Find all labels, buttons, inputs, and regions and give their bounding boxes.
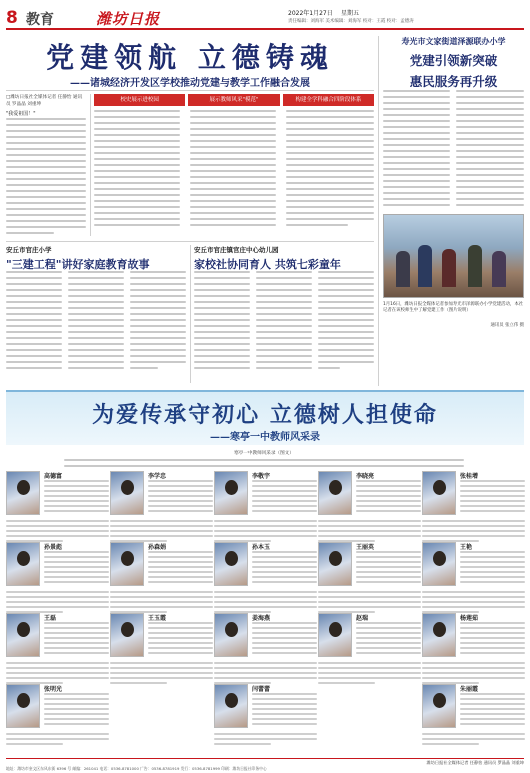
lead-subhead: ——诸城经济开发区学校推动党建与教学工作融合发展 [70,78,310,89]
teacher-photo [6,542,40,586]
teacher-card [6,613,109,690]
lead-divider-1 [90,94,91,236]
teacher-card [318,542,421,619]
teacher-name: 李敬宇 [252,473,271,480]
teacher-name: 王艳 [460,544,473,551]
teacher-card [422,542,525,619]
column-divider [378,36,379,386]
teacher-name: 李学忠 [148,473,167,480]
teacher-card [318,613,421,690]
right-subhead-2: 惠民服务再升级 [409,74,498,89]
teacher-card [6,471,109,548]
feature-intro [64,450,464,471]
teacher-photo [110,471,144,515]
lead-story [6,36,374,239]
teacher-photo [6,684,40,728]
right-subhead-1: 党建引领新突破 [409,53,498,68]
mid-right-kicker: 安丘市官庄镇官庄中心幼儿园 [194,246,279,254]
teacher-name: 王磊 [44,615,57,622]
teacher-card [214,542,317,619]
mid-left-kicker: 安丘市官庄小学 [6,246,52,254]
teacher-name: 李晓亮 [356,473,375,480]
teacher-card [110,542,213,619]
teacher-name: 闫蕾蕾 [252,686,271,693]
teacher-photo [6,613,40,657]
teacher-photo [110,542,144,586]
teacher-name: 王玉霞 [148,615,167,622]
teacher-photo [318,471,352,515]
mid-right-story [194,245,374,385]
right-story [383,36,524,386]
lead-col-2 [94,94,374,106]
right-photo-credit: 通讯员 张立伟 摄 [490,323,524,328]
lead-badge-bar [94,94,374,106]
teacher-photo [214,613,248,657]
teacher-card [318,471,421,548]
lead-rule [6,90,374,91]
teacher-name: 杨莲茹 [460,615,479,622]
teacher-name: 孙森娟 [148,544,167,551]
teacher-photo [214,542,248,586]
teacher-name: 朱丽霞 [460,686,479,693]
teacher-card [422,471,525,548]
feature-intro-text: 寒亭一中教师风采录（图文） [234,451,294,456]
teacher-photo [422,613,456,657]
teacher-name: 张桂增 [460,473,479,480]
issue-weekday: 星期五 [341,10,360,17]
teacher-card [214,684,317,761]
right-headline: 寿光市文家街道泽源联办小学 [401,37,506,46]
teacher-photo [422,471,456,515]
right-photo-caption: 1月16日，潍坊日报全媒体记者参加寿光市泽源联办小学党建活动，本社记者在该校师生中了解党建工作（图片说明） [383,302,524,313]
teacher-photo [422,542,456,586]
teacher-card [110,613,213,690]
badge-subject-system: 构建全学科融合四阶段体系 [283,94,374,106]
page-number: 8 [6,8,18,28]
teacher-photo [422,684,456,728]
lead-headline: 党建领航 立德铸魂 [46,41,334,74]
page-footer [6,758,524,772]
teacher-name: 赵瑞 [356,615,369,622]
feature-headline: 为爱传承守初心 立德树人担使命 [92,402,438,428]
teacher-grid [6,471,524,756]
feature-band [6,390,524,445]
badge-teacher-model: 展示教师风采"模范" [188,94,279,106]
lead-quote: "我爱祖国！" [6,111,36,117]
teacher-card [422,684,525,761]
teacher-card [6,684,109,761]
feature-subhead: ——寒亭一中教师风采录 [210,432,320,443]
paper-name: 潍坊日报 [96,10,161,28]
section-label: 教育 [26,12,54,28]
footer-byline: 潍坊日报社全媒体记者 任静怡 通讯员 罗晶晶 刘重坤 [426,760,524,765]
teacher-photo [318,613,352,657]
teacher-photo [214,471,248,515]
teacher-name: 姜海燕 [252,615,271,622]
lead-col-1 [6,94,86,238]
page-header [6,6,524,30]
teacher-name: 孙本玉 [252,544,271,551]
teacher-name: 高德富 [44,473,63,480]
footer-address: 地址：潍坊市奎文区东风东街 6396 号 邮编：261041 电话：0536-8781000 广告：0536-8781919 发行：0536-8781999 印刷：潍坊日报社印务中心 [6,766,267,771]
teacher-card [214,471,317,548]
mid-left-headline: "三建工程"讲好家庭教育故事 [6,258,150,271]
teacher-photo [214,684,248,728]
teacher-name: 孙景彪 [44,544,63,551]
badge-school-history: 校史展示进校园 [94,94,185,106]
teacher-card [110,471,213,548]
teacher-name: 王丽英 [356,544,375,551]
mid-right-headline: 家校社协同育人 共筑七彩童年 [194,258,341,271]
teacher-card [214,613,317,690]
teacher-name: 张明光 [44,686,63,693]
mid-left-story [6,245,186,385]
teacher-photo [110,613,144,657]
teacher-photo [318,542,352,586]
teacher-card [422,613,525,690]
mid-divider [190,245,191,383]
mid-rule [6,241,374,242]
editor-line: 责任编辑：刘海军 美术编辑：刘海军 校对：王霞 校对：孟德涛 [288,19,414,24]
lead-byline: □潍坊日报社全媒体记者 任静怡 通讯员 罗晶晶 刘重坤 [6,95,83,107]
issue-date: 2022年1月27日 [288,10,333,17]
teacher-photo [6,471,40,515]
teacher-card [6,542,109,619]
right-story-photo [383,214,524,298]
